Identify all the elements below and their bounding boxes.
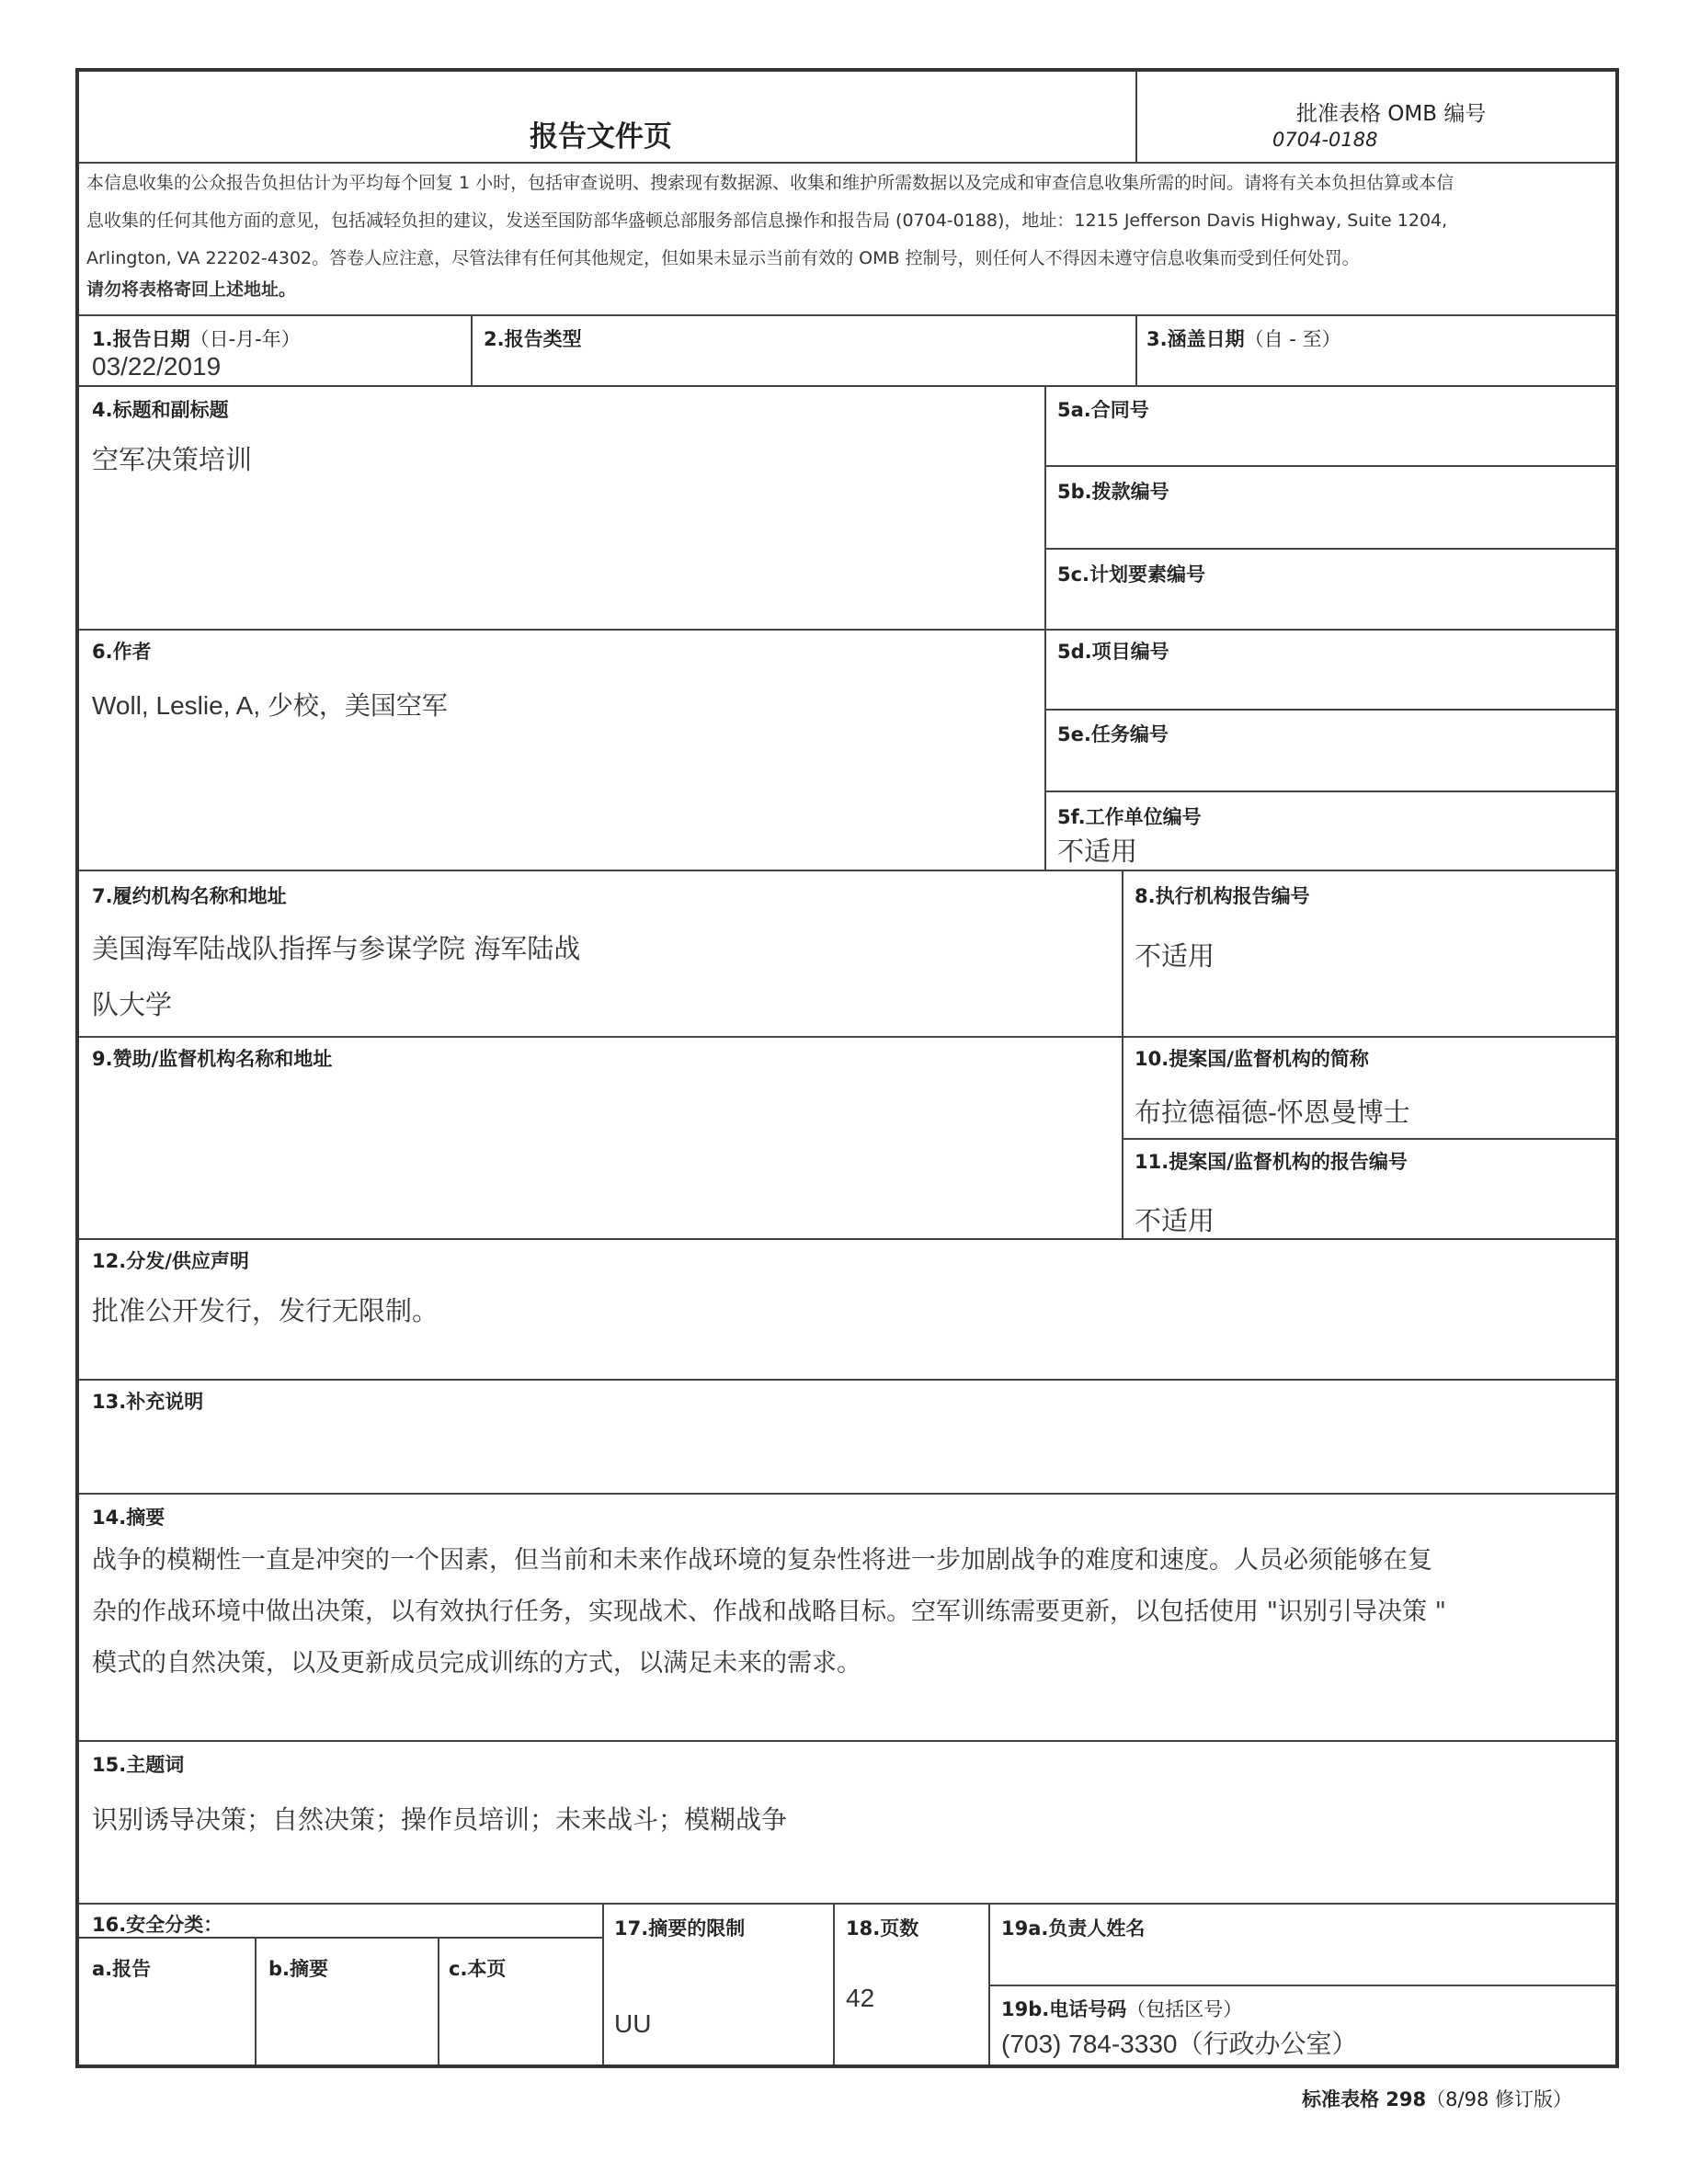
responsible-person-label: 19a.负责人姓名 <box>1001 1917 1146 1939</box>
dates-covered-hint: （自 - 至） <box>1244 328 1341 350</box>
performing-org-value: 队大学 <box>92 989 173 1020</box>
rule <box>79 1238 1615 1240</box>
security-this-page-label: c.本页 <box>449 1958 507 1980</box>
rule <box>79 314 1615 316</box>
report-documentation-form <box>75 68 1619 2068</box>
rule <box>255 1937 257 2065</box>
performing-org-value: 美国海军陆战队指挥与参谋学院 海军陆战 <box>92 933 581 964</box>
rule <box>1044 385 1046 870</box>
work-unit-value: 不适用 <box>1057 836 1138 867</box>
report-date-label <box>92 324 301 352</box>
rule <box>79 1379 1615 1381</box>
page-count-label: 18.页数 <box>846 1917 919 1939</box>
rule <box>79 870 1615 871</box>
task-number-label: 5e.任务编号 <box>1057 723 1169 745</box>
rule <box>79 1036 1615 1038</box>
rule <box>1135 314 1137 385</box>
report-date-label-text: 1.报告日期 <box>92 328 190 350</box>
abstract-line: 模式的自然决策，以及更新成员完成训练的方式，以满足未来的需求。 <box>92 1649 861 1678</box>
rule <box>79 629 1615 631</box>
sponsor-acronym-label: 10.提案国/监督机构的简称 <box>1135 1048 1369 1070</box>
rule <box>833 1903 835 2065</box>
rule <box>1044 791 1615 792</box>
dates-covered-label <box>1146 324 1341 352</box>
rule <box>79 1740 1615 1742</box>
abstract-line: 杂的作战环境中做出决策，以有效执行任务，实现战术、作战和战略目标。空军训练需要更新，以包括使用 "识别引导决策 " <box>92 1598 1447 1626</box>
telephone-label <box>1001 1995 1242 2022</box>
report-type-label: 2.报告类型 <box>484 328 582 350</box>
rule <box>988 1985 1615 1986</box>
subject-terms-label: 15.主题词 <box>92 1754 185 1776</box>
performing-org-label: 7.履约机构名称和地址 <box>92 885 287 907</box>
rule <box>1135 72 1137 162</box>
report-date-value: 03/22/2019 <box>92 352 222 381</box>
omb-label: 批准表格 OMB 编号 <box>1296 102 1487 126</box>
rule <box>1122 1138 1615 1140</box>
rule <box>79 162 1615 164</box>
rule <box>1044 465 1615 467</box>
report-date-hint: （日-月-年） <box>189 328 301 350</box>
rule <box>1044 709 1615 711</box>
author-label: 6.作者 <box>92 641 152 663</box>
subject-terms-value: 识别诱导决策；自然决策；操作员培训；未来战斗；模糊战争 <box>92 1804 788 1835</box>
limitation-value: UU <box>614 2009 652 2038</box>
performing-report-label: 8.执行机构报告编号 <box>1135 885 1310 907</box>
telephone-hint: （包括区号） <box>1126 1998 1243 2020</box>
telephone-value: (703) 784-3330（行政办公室） <box>1001 2030 1358 2058</box>
program-element-label: 5c.计划要素编号 <box>1057 563 1206 586</box>
title-value: 空军决策培训 <box>92 444 253 475</box>
rule <box>1044 548 1615 550</box>
omb-number: 0704-0188 <box>1272 129 1378 151</box>
rule <box>438 1937 439 2065</box>
author-value: Woll, Leslie, A, 少校，美国空军 <box>92 691 448 720</box>
abstract-label: 14.摘要 <box>92 1507 165 1529</box>
telephone-label-text: 19b.电话号码 <box>1001 1998 1127 2020</box>
security-report-label: a.报告 <box>92 1958 152 1980</box>
notice-line: 本信息收集的公众报告负担估计为平均每个回复 1 小时，包括审查说明、搜索现有数据源、收集和维护所需数据以及完成和审查信息收集所需的时间。请将有关本负担估算或本信 <box>86 173 1454 193</box>
distribution-label: 12.分发/供应声明 <box>92 1250 249 1272</box>
grant-number-label: 5b.拨款编号 <box>1057 481 1169 503</box>
rule <box>1122 870 1123 1238</box>
security-abstract-label: b.摘要 <box>268 1958 329 1980</box>
title-label: 4.标题和副标题 <box>92 399 229 421</box>
page-count-value: 42 <box>846 1984 875 2012</box>
work-unit-label: 5f.工作单位编号 <box>1057 806 1202 828</box>
rule <box>79 1903 1615 1905</box>
rule <box>471 314 473 385</box>
distribution-value: 批准公开发行，发行无限制。 <box>92 1295 439 1326</box>
rule <box>79 385 1615 387</box>
limitation-label: 17.摘要的限制 <box>614 1917 746 1939</box>
form-footer <box>1302 2085 1572 2112</box>
form-number: 标准表格 298 <box>1302 2088 1427 2110</box>
supplementary-notes-label: 13.补充说明 <box>92 1391 204 1413</box>
contract-number-label: 5a.合同号 <box>1057 399 1149 421</box>
security-classification-label: 16.安全分类： <box>92 1914 223 1936</box>
sponsor-acronym-value: 布拉德福德-怀恩曼博士 <box>1135 1097 1410 1128</box>
rule <box>602 1903 604 2065</box>
project-number-label: 5d.项目编号 <box>1057 641 1169 663</box>
abstract-line: 战争的模糊性一直是冲突的一个因素，但当前和未来作战环境的复杂性将进一步加剧战争的难度和速度。人员必须能够在复 <box>92 1546 1432 1575</box>
form-title: 报告文件页 <box>530 120 672 154</box>
sponsor-report-value: 不适用 <box>1135 1205 1215 1236</box>
rule <box>988 1903 990 2065</box>
notice-line: 息收集的任何其他方面的意见，包括减轻负担的建议，发送至国防部华盛顿总部服务部信息操作和报告局 (0704-0188)，地址：1215 Jefferson Davis Highway, Suite 1204, <box>86 210 1448 231</box>
notice-line: Arlington, VA 22202-4302。答卷人应注意，尽管法律有任何其他规定，但如果未显示当前有效的 OMB 控制号，则任何人不得因未遵守信息收集而受到任何处罚。 <box>86 248 1360 268</box>
rule <box>79 1493 1615 1495</box>
sponsor-report-label: 11.提案国/监督机构的报告编号 <box>1135 1151 1408 1173</box>
performing-report-value: 不适用 <box>1135 940 1215 972</box>
sponsor-label: 9.赞助/监督机构名称和地址 <box>92 1048 333 1070</box>
dates-covered-label-text: 3.涵盖日期 <box>1146 328 1245 350</box>
form-revision: （8/98 修订版） <box>1426 2088 1572 2110</box>
notice-line: 请勿将表格寄回上述地址。 <box>86 279 297 300</box>
